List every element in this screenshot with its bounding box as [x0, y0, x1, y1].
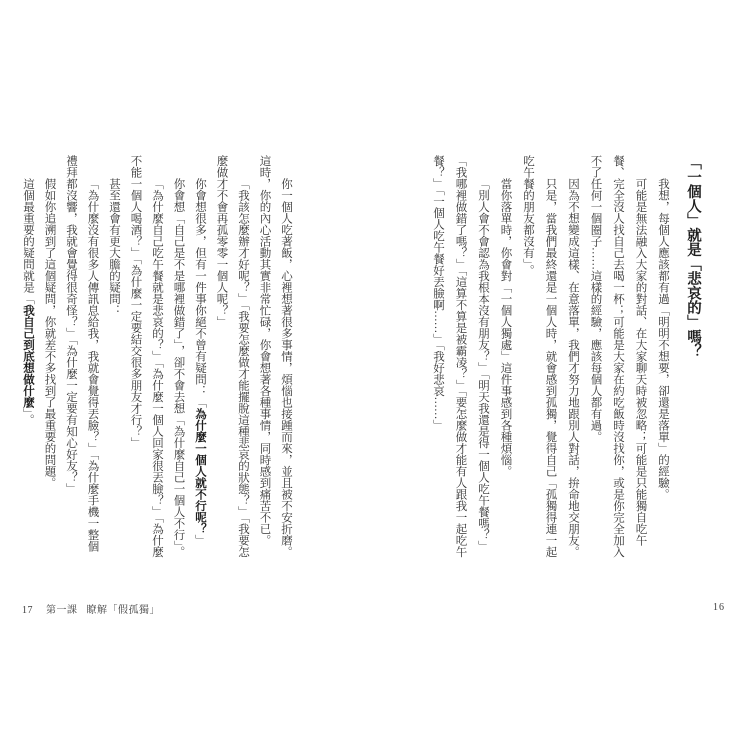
- paragraph: 「為什麼沒有很多人傳訊息給我，我就會覺得丟臉？」「為什麼手機一整個禮拜都沒響，我就會覺得很奇怪？」「為什麼一定要有知心好友？」: [65, 155, 99, 552]
- paragraph: 你一個人吃著飯，心裡想著很多事情，煩惱也接踵而來，並且被不安折磨。這時，你的內心活動其實非常忙碌，你會想著各種事情，同時感到痛苦不已。: [258, 155, 292, 558]
- chapter-label: 第一課: [46, 605, 78, 616]
- section-title: 「一個人」就是「悲哀的」嗎？: [685, 155, 701, 358]
- page-right-text-block: [427, 155, 707, 560]
- paragraph: 只是，當我們最終還是一個人時，就會感到孤獨，覺得自己「孤獨得連一起吃午餐的朋友都沒有」。: [522, 155, 557, 558]
- paragraph: 你會想很多，但有一件事你絕不曾有疑問：「為什麼一個人就不行呢？」: [194, 178, 206, 546]
- footer-left: [22, 601, 160, 616]
- paragraph: 可能是無法融入大家的對話、在大家聊天時被忽略；可能是只能獨自吃午餐、完全沒人找自己去喝一杯；可能是大家在約吃飯時沒找你，或是你完全加入不了任何一個圈子……這樣的經驗，應該每個人都有過。: [589, 155, 647, 558]
- section-label: 瞭解「假孤獨」: [86, 605, 160, 616]
- paragraph: 假如你追溯到了這個疑問，你就差不多找到了最重要的問題。: [43, 178, 56, 489]
- paragraph: 因為不想變成這樣、在意落單，我們才努力地跟別人對話，拚命地交朋友。: [567, 178, 579, 558]
- paragraph: 你會想「自己是不是哪裡做錯了」，卻不會去想「為什麼自己一個人不行」。: [172, 178, 185, 558]
- paragraph: 「我該怎麼辦才好呢？」「我要怎麼做才能擺脫這種悲哀的狀態？」「我要怎麼做才不會再孤零零一個人呢？」: [215, 155, 249, 558]
- paragraph: 當你落單時，你會對「一個人獨處」這件事感到各種煩惱。: [499, 178, 512, 477]
- page-number-right: 16: [713, 602, 725, 613]
- paragraph: 我想，每個人應該都有過「明明不想要，卻還是落單」的經驗。: [657, 178, 669, 500]
- page-left-text-block: [17, 155, 297, 560]
- paragraph: 甚至還會有更大膽的疑問：: [108, 178, 120, 316]
- page-number-left: 17: [22, 605, 33, 616]
- paragraph: 這個最重要的疑問就是「我自己到底想做什麼」。: [22, 178, 34, 426]
- paragraph: 「為什麼自己吃午餐就是悲哀的？」「為什麼一個人回家很丟臉？」「為什麼不能一個人喝酒？」「為什麼一定要結交很多朋友才行？」: [129, 155, 163, 558]
- paragraph: 「別人會不會認為我根本沒有朋友？」「明天我還是得一個人吃午餐嗎？」「我哪裡做錯了嗎？」「這算不算是被霸凌？」「要怎麼做才能有人跟我一起吃午餐？」「一個人吃午餐好丟臉啊……」「我好悲哀……」: [432, 155, 489, 558]
